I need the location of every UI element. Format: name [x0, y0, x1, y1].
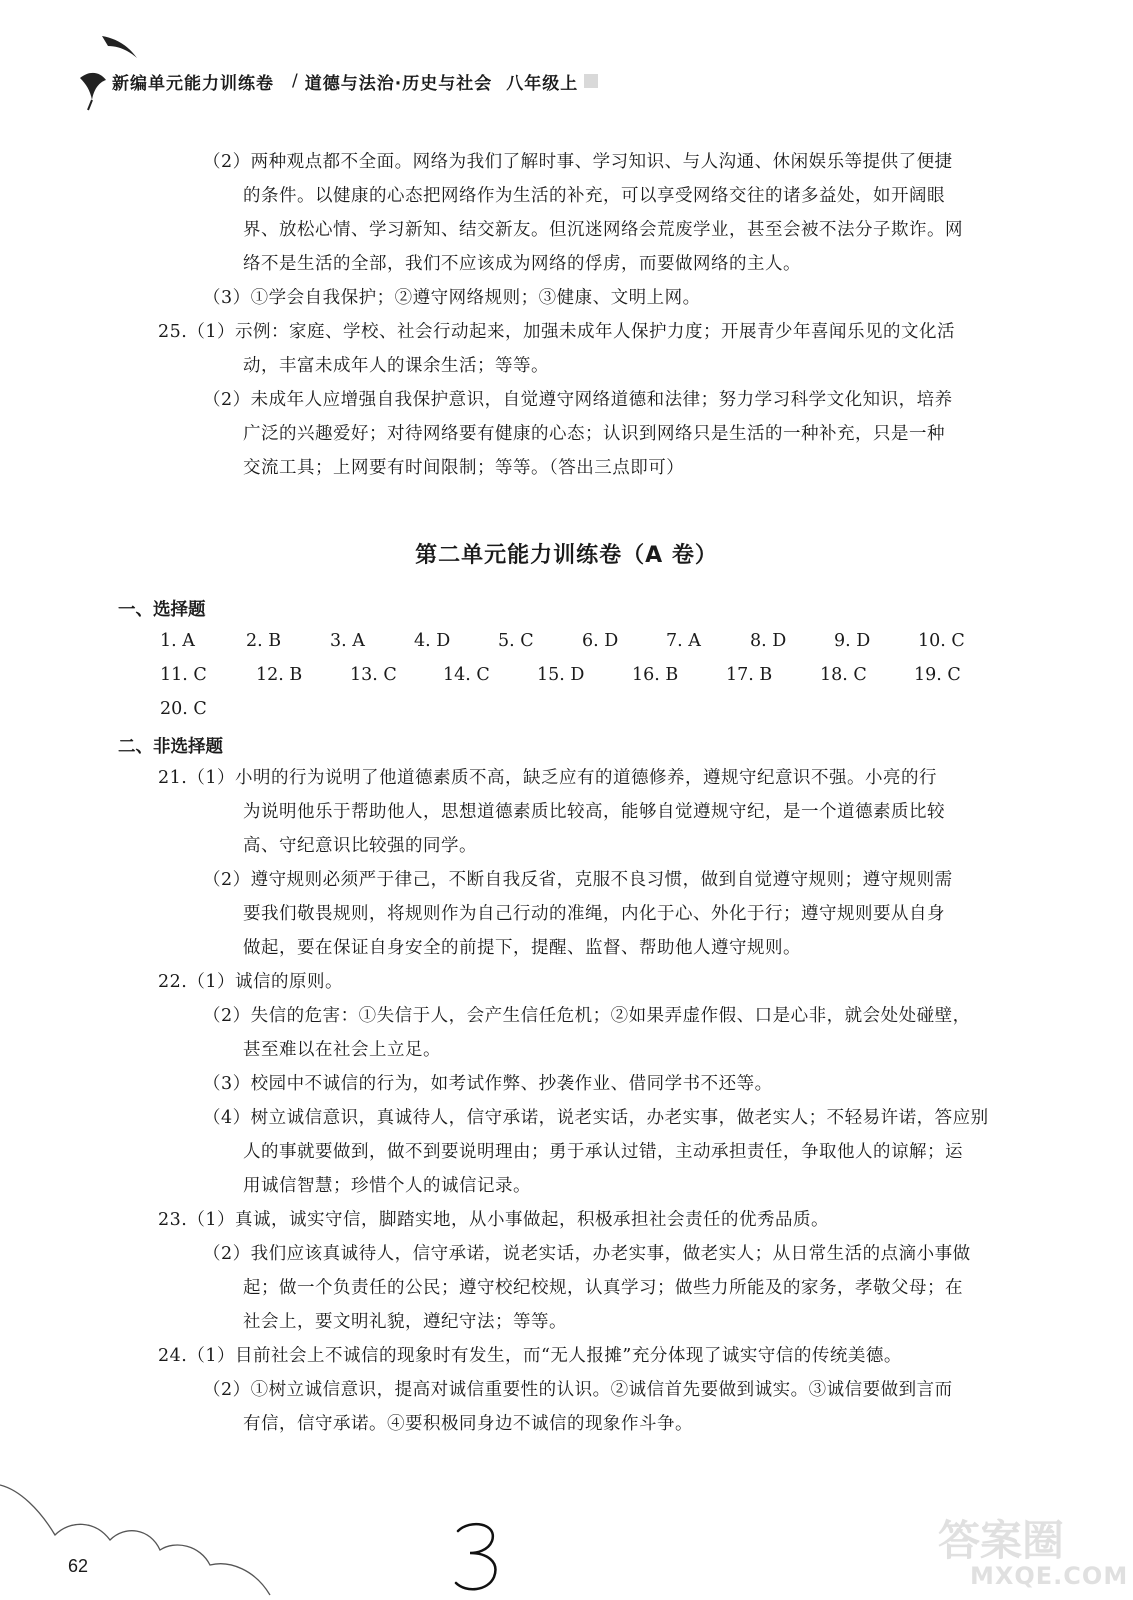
- watermark: [930, 1508, 1130, 1600]
- mc-answer: 11. C: [160, 665, 207, 685]
- mc-answer: 16. B: [632, 665, 679, 685]
- cloud-decoration-icon: [0, 1440, 330, 1600]
- subject-title: 道德与法治·历史与社会: [304, 73, 493, 94]
- mc-answer: 13. C: [350, 665, 397, 685]
- mc-answer: 1. A: [160, 631, 195, 651]
- text-line: （2）失信的危害：①失信于人，会产生信任危机；②如果弄虚作假、口是心非，就会处处碰壁，: [203, 1006, 971, 1026]
- text-line: 22.（1）诚信的原则。: [158, 972, 343, 992]
- mc-answer: 10. C: [918, 631, 965, 651]
- mc-answer: 17. B: [726, 665, 773, 685]
- text-line: 的条件。以健康的心态把网络作为生活的补充，可以享受网络交往的诸多益处，如开阔眼: [243, 186, 945, 206]
- mc-answer: 9. D: [834, 631, 871, 651]
- mc-answer: 8. D: [750, 631, 787, 651]
- page-number: 62: [68, 1556, 89, 1576]
- handwritten-number-3: [440, 1515, 520, 1595]
- text-line: 要我们敬畏规则，将规则作为自己行动的准绳，内化于心、外化于行；遵守规则要从自身: [243, 904, 945, 924]
- text-line: 社会上，要文明礼貌，遵纪守法；等等。: [243, 1312, 567, 1332]
- text-line: 高、守纪意识比较强的同学。: [243, 836, 477, 856]
- text-line: （4）树立诚信意识，真诚待人，信守承诺，说老实话，办老实事，做老实人；不轻易许诺，答应别: [203, 1108, 989, 1128]
- mc-answer: 12. B: [256, 665, 303, 685]
- text-line: 动，丰富未成年人的课余生活；等等。: [243, 356, 549, 376]
- header-separator: /: [292, 71, 299, 91]
- mc-answer: 19. C: [914, 665, 961, 685]
- text-line: 做起，要在保证自身安全的前提下，提醒、监督、帮助他人遵守规则。: [243, 938, 801, 958]
- text-line: （3）校园中不诚信的行为，如考试作弊、抄袭作业、借同学书不还等。: [203, 1074, 773, 1094]
- text-line: 25.（1）示例：家庭、学校、社会行动起来，加强未成年人保护力度；开展青少年喜闻乐见的文化活: [158, 322, 955, 342]
- watermark-logo: 答案圈: [938, 1516, 1065, 1565]
- watermark-url: MXQE.COM: [970, 1562, 1129, 1590]
- text-line: 络不是生活的全部，我们不应该成为网络的俘虏，而要做网络的主人。: [243, 254, 801, 274]
- text-line: 界、放松心情、学习新知、结交新友。但沉迷网络会荒废学业，甚至会被不法分子欺诈。网: [243, 220, 963, 240]
- text-line: 23.（1）真诚，诚实守信，脚踏实地，从小事做起，积极承担社会责任的优秀品质。: [158, 1210, 829, 1230]
- text-line: 广泛的兴趣爱好；对待网络要有健康的心态；认识到网络只是生活的一种补充，只是一种: [243, 424, 945, 444]
- text-line: 有信，信守承诺。④要积极同身边不诚信的现象作斗争。: [243, 1414, 693, 1434]
- text-line: 24.（1）目前社会上不诚信的现象时有发生，而“无人报摊”充分体现了诚实守信的传统美德。: [158, 1346, 902, 1366]
- section-heading: 一、选择题: [118, 600, 206, 620]
- text-line: 21.（1）小明的行为说明了他道德素质不高，缺乏应有的道德修养，遵规守纪意识不强。小亮的行: [158, 768, 937, 788]
- series-title: 新编单元能力训练卷: [112, 73, 274, 94]
- mc-answer: 6. D: [582, 631, 619, 651]
- text-line: 为说明他乐于帮助他人，思想道德素质比较高，能够自觉遵规守纪，是一个道德素质比较: [243, 802, 945, 822]
- text-line: （3）①学会自我保护；②遵守网络规则；③健康、文明上网。: [203, 288, 701, 308]
- mc-answer: 20. C: [160, 699, 207, 719]
- page-header: [112, 66, 598, 96]
- text-line: （2）遵守规则必须严于律己，不断自我反省，克服不良习惯，做到自觉遵守规则；遵守规则需: [203, 870, 953, 890]
- text-line: 起；做一个负责任的公民；遵守校纪校规，认真学习；做些力所能及的家务，孝敬父母；在: [243, 1278, 963, 1298]
- text-line: （2）我们应该真诚待人，信守承诺，说老实话，办老实事，做老实人；从日常生活的点滴小事做: [203, 1244, 971, 1264]
- text-line: 人的事就要做到，做不到要说明理由；勇于承认过错，主动承担责任，争取他人的谅解；运: [243, 1142, 963, 1162]
- mc-answer: 4. D: [414, 631, 451, 651]
- mc-answer: 3. A: [330, 631, 365, 651]
- mc-answer: 5. C: [498, 631, 534, 651]
- text-line: 用诚信智慧；珍惜个人的诚信记录。: [243, 1176, 531, 1196]
- unit-title: 第二单元能力训练卷（A 卷）: [415, 543, 718, 568]
- mc-answer: 14. C: [443, 665, 490, 685]
- text-line: （2）两种观点都不全面。网络为我们了解时事、学习知识、与人沟通、休闲娱乐等提供了便捷: [203, 152, 953, 172]
- text-line: 交流工具；上网要有时间限制；等等。（答出三点即可）: [243, 458, 685, 478]
- section-heading: 二、非选择题: [118, 737, 223, 757]
- mc-answer: 7. A: [666, 631, 701, 651]
- mc-answer: 2. B: [246, 631, 282, 651]
- text-line: （2）①树立诚信意识，提高对诚信重要性的认识。②诚信首先要做到诚实。③诚信要做到言而: [203, 1380, 953, 1400]
- header-tab-mark: [584, 74, 598, 88]
- grade-label: 八年级上: [506, 73, 579, 94]
- text-line: （2）未成年人应增强自我保护意识，自觉遵守网络道德和法律；努力学习科学文化知识，培养: [203, 390, 953, 410]
- mc-answer: 15. D: [537, 665, 585, 685]
- mc-answer: 18. C: [820, 665, 867, 685]
- text-line: 甚至难以在社会上立足。: [243, 1040, 441, 1060]
